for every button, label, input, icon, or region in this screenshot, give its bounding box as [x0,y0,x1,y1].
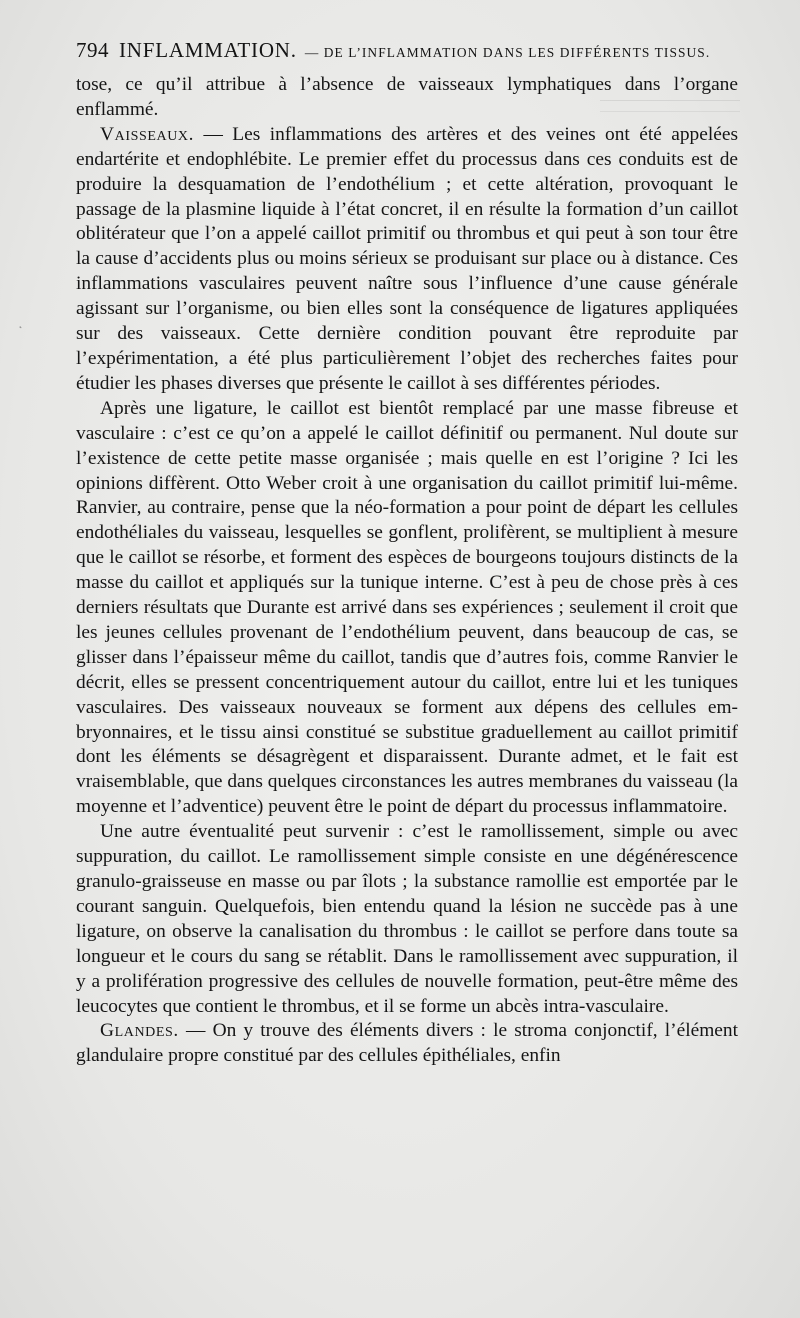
paragraph-ligature [76,397,738,820]
running-subtitle: — DE L’INFLAMMATION DANS LES DIFFÉRENTS TISSUS. [304,45,711,60]
paragraph-vaisseaux [76,123,738,397]
paragraph-text: Après une ligature, le caillot est bientôt remplacé par une masse fibreuse et vasculaire : c’est ce qu’on a appelé le caillot définitif ou permanent. Nul doute sur l’existence de cette petite masse organisée ; mais quelle en est l’origine ? Ici les opinions diffèrent. Otto Weber croit à une organisation du caillot primitif lui-même. Ranvier, au contraire, pense que la néo-formation a pour point de départ les cellules endothéliales du vaisseau, lesquelles se gonflent, prolifèrent, se multiplient à mesure que le caillot se résorbe, et forment des espèces de bourgeons toujours distincts de la masse du caillot et appliqués sur la tunique interne. C’est à peu de chose près à ces derniers résultats que Durante est arrivé dans ses expériences ; seulement il croit que les jeunes cellules provenant de l’endothélium peuvent, dans beaucoup de cas, se glisser dans l’épaisseur même du caillot, tandis que d’autres fois, comme Ranvier le décrit, elles se pressent concentriquement autour du caillot, entre lui et les tuniques vasculaires. Des vaisseaux nouveaux se forment aux dépens des cellules embryonnaires, et le tissu ainsi constitué se substitue graduellement au caillot primitif dont les éléments se désagrègent et disparaissent. Durante admet, et le fait est vraisemblable, que dans quelques circonstances les autres membranes du vaisseau (la moyenne et l’adventice) peuvent être le point de départ du processus inflammatoire. [76,397,738,818]
paragraph-glandes [76,1019,738,1069]
section-heading-vaisseaux: Vaisseaux. [100,123,195,145]
paragraph-text: — On y trouve des éléments divers : le stroma conjonctif, l’élément glandulaire propre constitué par des cellules épithéliales, enfin [76,1020,738,1067]
margin-mark: ˛ [18,318,23,329]
paragraph-text: — Les inflammations des artères et des veines ont été appelées endartérite et endophlébite. Le premier effet du processus dans ces conduits est de produire la desquamation de l’endothélium ; et cette altération, provoquant le passage de la plasmine liquide à l’état concret, il en résulte la formation d’un caillot oblitérateur que l’on a appelé caillot primitif ou thrombus et qui peut à son tour être la cause d’accidents plus ou moins sérieux se produisant sur place ou à distance. Ces inflammations vasculaires peuvent naître sous l’influence d’une cause générale agissant sur l’organisme, ou bien elles sont la conséquence de ligatures appliquées sur des vaisseaux. Cette dernière condition pouvant être reproduite par l’expérimentation, a été plus particulièrement l’objet des recherches faites pour étudier les phases diverses que présente le caillot à ses différentes périodes. [76,123,738,394]
section-heading-glandes: Glandes. [100,1020,179,1042]
running-head [76,38,736,68]
paragraph-continuation [76,73,738,123]
page-number: 794 [76,38,109,62]
paragraph-text: tose, ce qu’il attribue à l’absence de vaisseaux lymphatiques dans l’organe enflammé. [76,74,738,120]
paragraph-ramollissement [76,820,738,1019]
paragraph-text: Une autre éventualité peut survenir : c’est le ramollissement, simple ou avec suppuration, du caillot. Le ramollissement simple consiste en une dégénérescence granulo-graisseuse en masse ou par îlots ; la substance ramollie est emportée par le courant sanguin. Quelquefois, bien entendu quand la lésion ne succède pas à une ligature, on observe la canalisation du thrombus : le caillot se perfore dans toute sa longueur et le cours du sang se rétablit. Dans le ramollissement avec suppuration, il y a prolifération progressive des cellules de nouvelle formation, peut-être même des leucocytes que contient le thrombus, et il se forme un abcès intra-vasculaire. [76,821,738,1017]
running-title: INFLAMMATION. [119,38,297,62]
body-text [76,73,738,1233]
